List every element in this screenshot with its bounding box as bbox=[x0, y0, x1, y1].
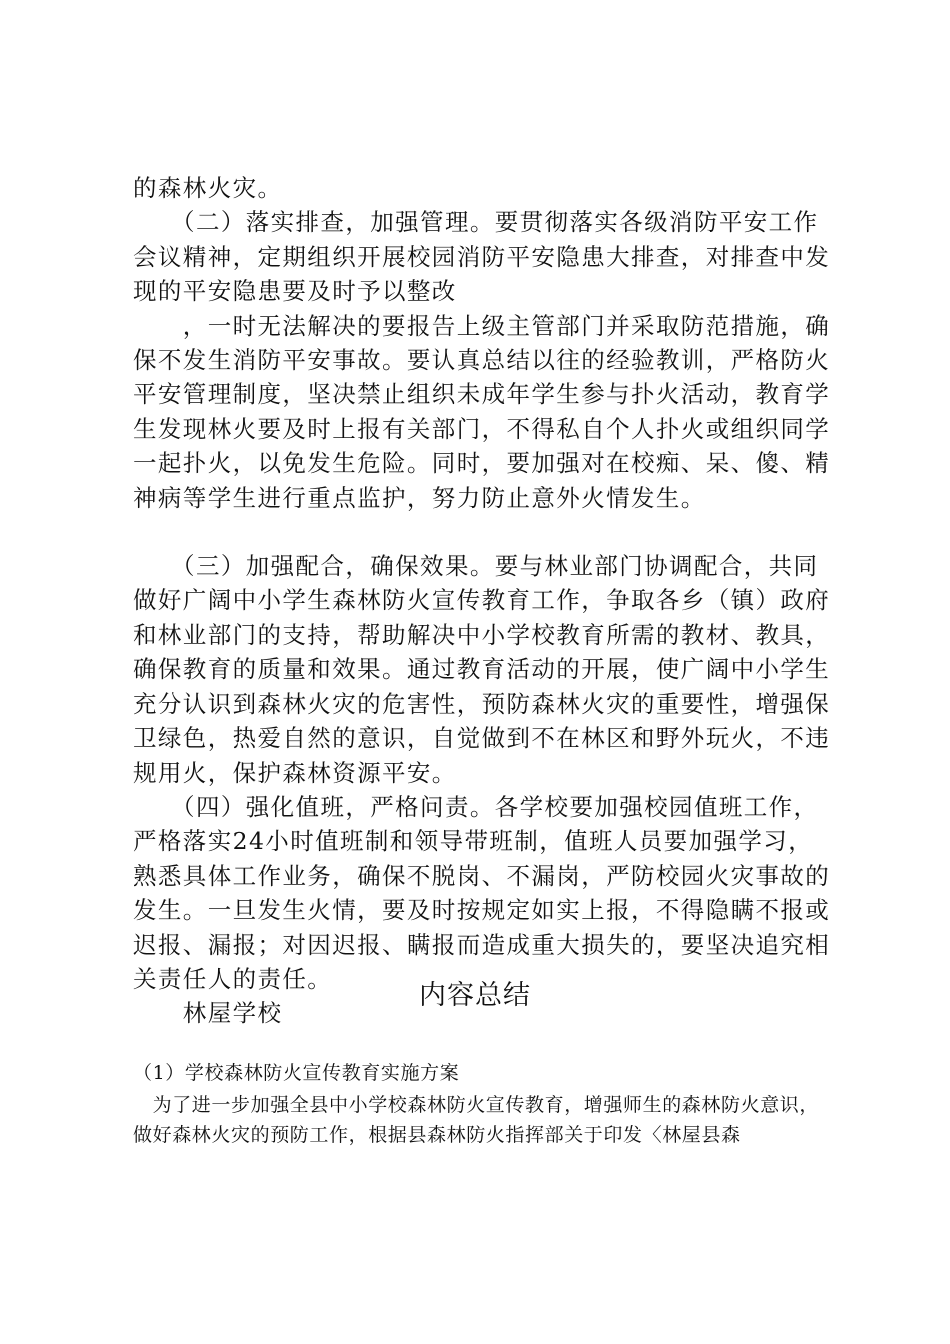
paragraph-fragment: 的森林火灾。 bbox=[133, 174, 283, 202]
paragraph-section-2-part-1: （二）落实排查，加强管理。要贯彻落实各级消防平安工作会议精神，定期组织开展校园消防平安隐患大排查，对排查中发现的平安隐患要及时予以整改 bbox=[133, 208, 831, 306]
paragraph-section-3: （三）加强配合，确保效果。要与林业部门协调配合，共同做好广阔中小学生森林防火宣传教育工作，争取各乡（镇）政府和林业部门的支持，帮助解决中小学校教育所需的教材、教具，确保教育的质量和效果。通过教育活动的开展，使广阔中小学生充分认识到森林火灾的危害性，预防森林火灾的重要性，增强保卫绿色，热爱自然的意识，自觉做到不在林区和野外玩火，不违规用火，保护森林资源平安。 bbox=[133, 552, 831, 787]
summary-heading: （1）学校森林防火宣传教育实施方案 bbox=[133, 1062, 460, 1084]
summary-section bbox=[133, 1058, 833, 1150]
signature-school: 林屋学校 bbox=[133, 999, 283, 1028]
summary-title: 内容总结 bbox=[419, 980, 531, 1011]
summary-body: 为了进一步加强全县中小学校森林防火宣传教育，增强师生的森林防火意识，做好森林火灾的预防工作，根据县森林防火指挥部关于印发〈林屋县森 bbox=[133, 1094, 820, 1146]
paragraph-section-4: （四）强化值班，严格问责。各学校要加强校园值班工作，严格落实24小时值班制和领导带班制，值班人员要加强学习，熟悉具体工作业务，确保不脱岗、不漏岗，严防校园火灾事故的发生。一旦发生火情，要及时按规定如实上报，不得隐瞒不报或迟报、漏报；对因迟报、瞒报而造成重大损失的，要坚决追究相关责任人的责任。 bbox=[133, 792, 831, 993]
paragraph-section-2-part-2: ，一时无法解决的要报告上级主管部门并采取防范措施，确保不发生消防平安事故。要认真总结以往的经验教训，严格防火平安管理制度，坚决禁止组织未成年学生参与扑火活动，教育学生发现林火要及时上报有关部门，不得私自个人扑火或组织同学一起扑火，以免发生危险。同时，要加强对在校痴、呆、傻、精神病等学生进行重点监护，努力防止意外火情发生。 bbox=[133, 311, 831, 512]
document-body bbox=[133, 171, 833, 1031]
